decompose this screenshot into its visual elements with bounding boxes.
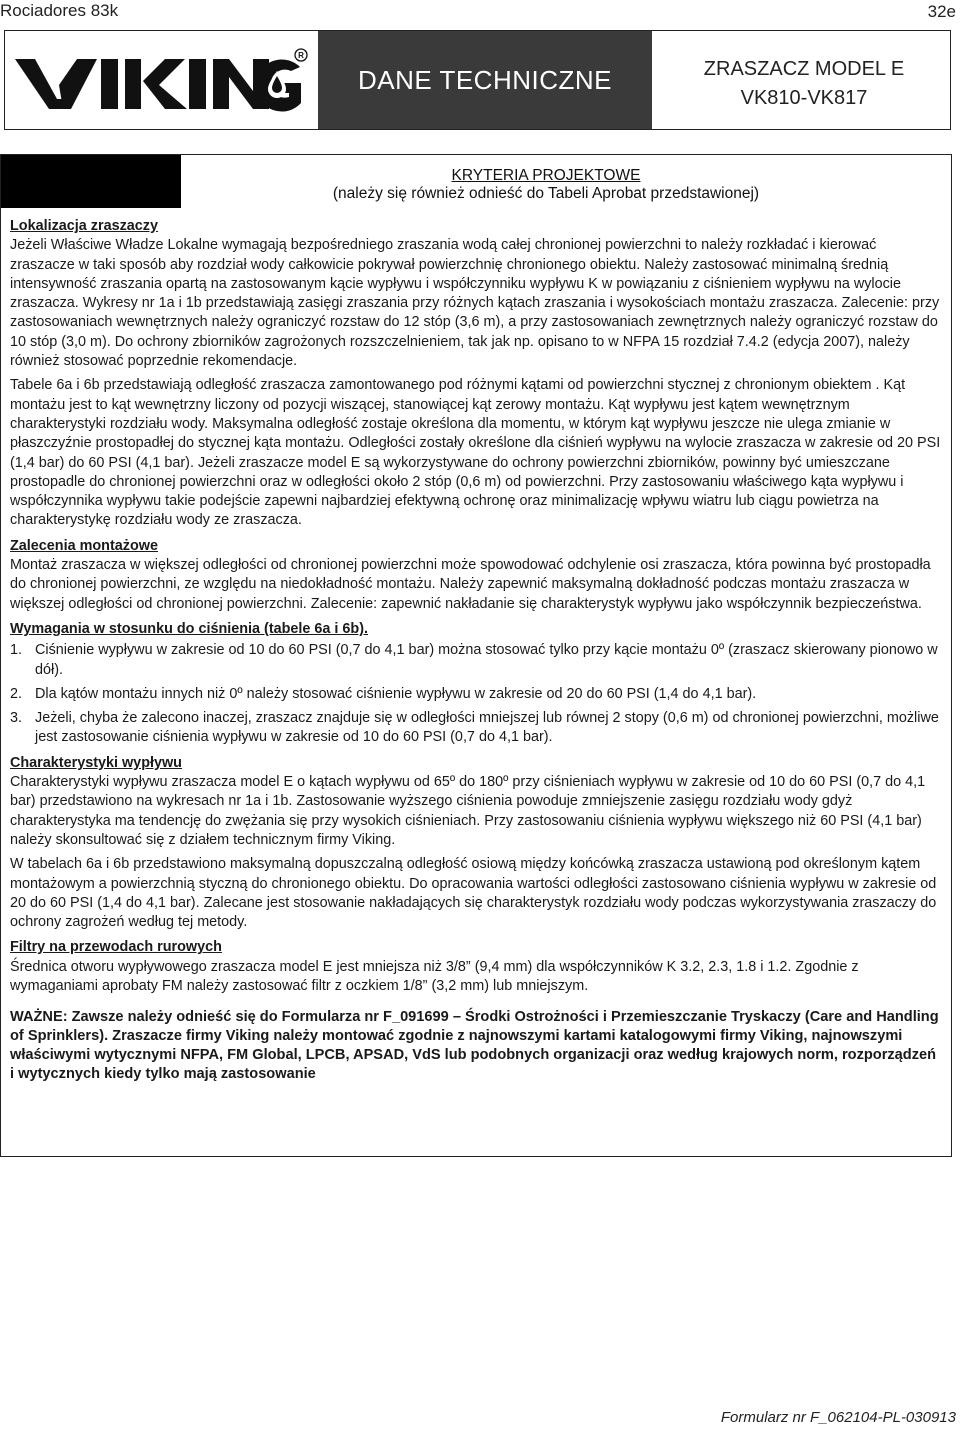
model-title-line-2: VK810-VK817 bbox=[740, 87, 868, 109]
criteria-subtitle: (należy się również odnieść do Tabeli Aprobat przedstawionej) bbox=[332, 185, 760, 202]
pressure-heading: Wymagania w stosunku do ciśnienia (tabele 6a i 6b). bbox=[10, 620, 368, 637]
page-number: 32e bbox=[927, 2, 956, 21]
header-banner bbox=[4, 30, 951, 130]
model-title-line-1: ZRASZACZ MODEL E bbox=[703, 58, 905, 80]
pressure-item bbox=[10, 685, 943, 704]
pressure-item bbox=[10, 709, 943, 748]
location-heading: Lokalizacja zraszaczy bbox=[10, 218, 158, 234]
flow-paragraph-2: W tabelach 6a i 6b przedstawiono maksymalną dopuszczalną odległość osiową między końcówką zraszacza ustawioną pod określonym kątem montażowym a powierzchnią styczną do chronionego obiektu. Do opracowania wartości odległości zastosowano ciśnienia wypływu w zakresie od 20 do 60 PSI (1,4 do 4,1 bar). Zalecane jest stosowanie nakładających się charakterystyk rozdziału wody podczas wykorzystywania zraszaczy do ochrony zagrożeń według tej metody. bbox=[10, 856, 937, 931]
viking-logo bbox=[15, 47, 313, 117]
criteria-heading bbox=[1, 155, 951, 203]
flow-heading: Charakterystyki wypływu bbox=[10, 754, 182, 771]
document-type-title: DANE TECHNICZNE bbox=[318, 31, 652, 129]
important-warning: WAŻNE: Zawsze należy odnieść się do Formularza nr F_091699 – Środki Ostrożności i Przemieszczanie Tryskaczy (Care and Handling of Sprinklers). Zraszacze firmy Viking należy montować zgodnie z najnowszymi kartami katalogowymi firmy Viking, najnowszymi właściwymi wytycznymi NFPA, FM Global, LPCB, APSAD, VdS lub podobnych organizacji oraz według krajowych norm, rozporządzeń i wytycznych kiedy tylko mają zastosowanie bbox=[10, 1009, 939, 1083]
flow-paragraph-1: Charakterystyki wypływu zraszacza model E o kątach wypływu od 65º do 180º przy ciśnieniach wypływu w zakresie od 10 do 60 PSI (0,7 do 4,1 bar) przedstawiono na wykresach nr 1a i 1b. Zastosowanie wyższego ciśnienia powoduje zmniejszenie zasięgu rozdziału wody gdyż charakterystyka ma tendencję do zwężania się przy wysokich ciśnieniach. Przy zastosowaniu ciśnienia wypływu większego niż 60 PSI (4,1 bar) należy skonsultować się z działem technicznym firmy Viking. bbox=[10, 774, 926, 848]
form-number: Formularz nr F_062104-PL-030913 bbox=[720, 1409, 956, 1426]
list-text: Dla kątów montażu innych niż 0º należy stosować ciśnienie wypływu w zakresie od 20 do 60 PSI (1,4 do 4,1 bar). bbox=[35, 685, 757, 702]
design-criteria-box bbox=[0, 154, 952, 1157]
location-paragraph-1: Jeżeli Właściwe Władze Lokalne wymagają bezpośredniego zraszania wodą całej chronionej powierzchni to należy rozkładać i kierować zraszacze w taki sposób aby rozdział wody całkowicie pokrywał powierzchnię chronionego obiektu. Należy zastosować minimalną średnią intensywność zraszania opartą na zastosowanym kącie wypływu i współczynniku wypływu K w powiązaniu z ciśnieniem wypływu na wylocie zraszacza. Wykresy nr 1a i 1b przedstawiają zasięgi zraszania przy różnych kątach zraszania i wysokościach montażu zraszacza. Zalecenie: przy zastosowaniach wewnętrznych należy ograniczyć rozstaw do 12 stóp (3,6 m), a przy zastosowaniach zewnętrznych należy ograniczyć rozstaw do 10 stóp (3,0 m). Do ochrony zbiorników zagrożonych rozszczelnieniem, tak jak np. opisano to w NFPA 15 rozdział 7.4.2 (edycja 2007), należy również stosować poprzednie rekomendacje. bbox=[10, 237, 940, 370]
section-label: Rociadores 83k bbox=[0, 1, 119, 20]
criteria-body bbox=[1, 203, 951, 1084]
list-number: 1. bbox=[10, 642, 23, 659]
location-paragraph-2: Tabele 6a i 6b przedstawiają odległość zraszacza zamontowanego pod różnymi kątami od powierzchni stycznej z chronionym obiektem . Kąt montażu jest to kąt wewnętrzny liczony od pozycji wiszącej, stanowiącej kąt zerowy montażu. Kąt wypływu jest kątem wewnętrznym charakterystyki rozdziału wody. Maksymalna odległość zostaje określona dla momentu, w którym kąt wypływu jeszcze nie ulega zmianie w płaszczyźnie prostopadłej do stycznej kąta montażu. Odległości zostały określone dla ciśnień wypływu na wylocie zraszacza w zakresie od 20 PSI (1,4 bar) do 60 PSI (4,1 bar). Jeżeli zraszacze model E są wykorzystywane do ochrony powierzchni zbiorników, powinny być umieszczane prostopadle do chronionej powierzchni oraz w odległości około 2 stóp (0,6 m) od powierzchni. Przy zastosowaniu właściwego kąta wypływu i współczynnika wypływu takie podejście zapewni najbardziej efektywną ochronę oraz minimalizację wpływu wiatru lub ciągu powietrza na charakterystykę rozdziału wody ze zraszacza. bbox=[10, 377, 941, 529]
mounting-paragraph: Montaż zraszacza w większej odległości od chronionej powierzchni może spowodować odchylenie osi zraszacza, która powinna być prostopadła do chronionej powierzchni, ze względu na niedokładność montażu. Należy zapewnić maksymalną dokładność podczas montażu zraszacza w większej odległości od chronionej powierzchni. Zalecenie: zapewnić nakładanie się charakterystyk wypływu jako współczynnik bezpieczeństwa. bbox=[10, 557, 931, 612]
pressure-item bbox=[10, 641, 943, 680]
filters-heading: Filtry na przewodach rurowych bbox=[10, 939, 222, 956]
mounting-heading: Zalecenia montażowe bbox=[10, 537, 158, 554]
filters-paragraph: Średnica otworu wypływowego zraszacza model E jest mniejsza niż 3/8” (9,4 mm) dla współczynników K 3.2, 2.3, 1.8 i 1.2. Zgodnie z wymaganiami aprobaty FM należy zastosować filtr z oczkiem 1/8” (3,2 mm) lub mniejszym. bbox=[10, 958, 859, 994]
list-text: Jeżeli, chyba że zalecono inaczej, zraszacz znajduje się w odległości mniejszej lub równej 2 stopy (0,6 m) od chronionej powierzchni, możliwe jest zastosowanie ciśnienia wypływu w zakresie od 10 do 60 PSI (0,7 do 4,1 bar). bbox=[35, 710, 939, 746]
criteria-title: KRYTERIA PROJEKTOWE bbox=[451, 167, 641, 184]
list-number: 2. bbox=[10, 685, 23, 702]
list-text: Ciśnienie wypływu w zakresie od 10 do 60 PSI (0,7 do 4,1 bar) można stosować tylko przy kącie montażu 0º (zraszacz skierowany pionowo w dół). bbox=[35, 642, 938, 678]
svg-text:R: R bbox=[298, 51, 304, 60]
model-title bbox=[655, 55, 953, 113]
list-number: 3. bbox=[10, 710, 23, 727]
